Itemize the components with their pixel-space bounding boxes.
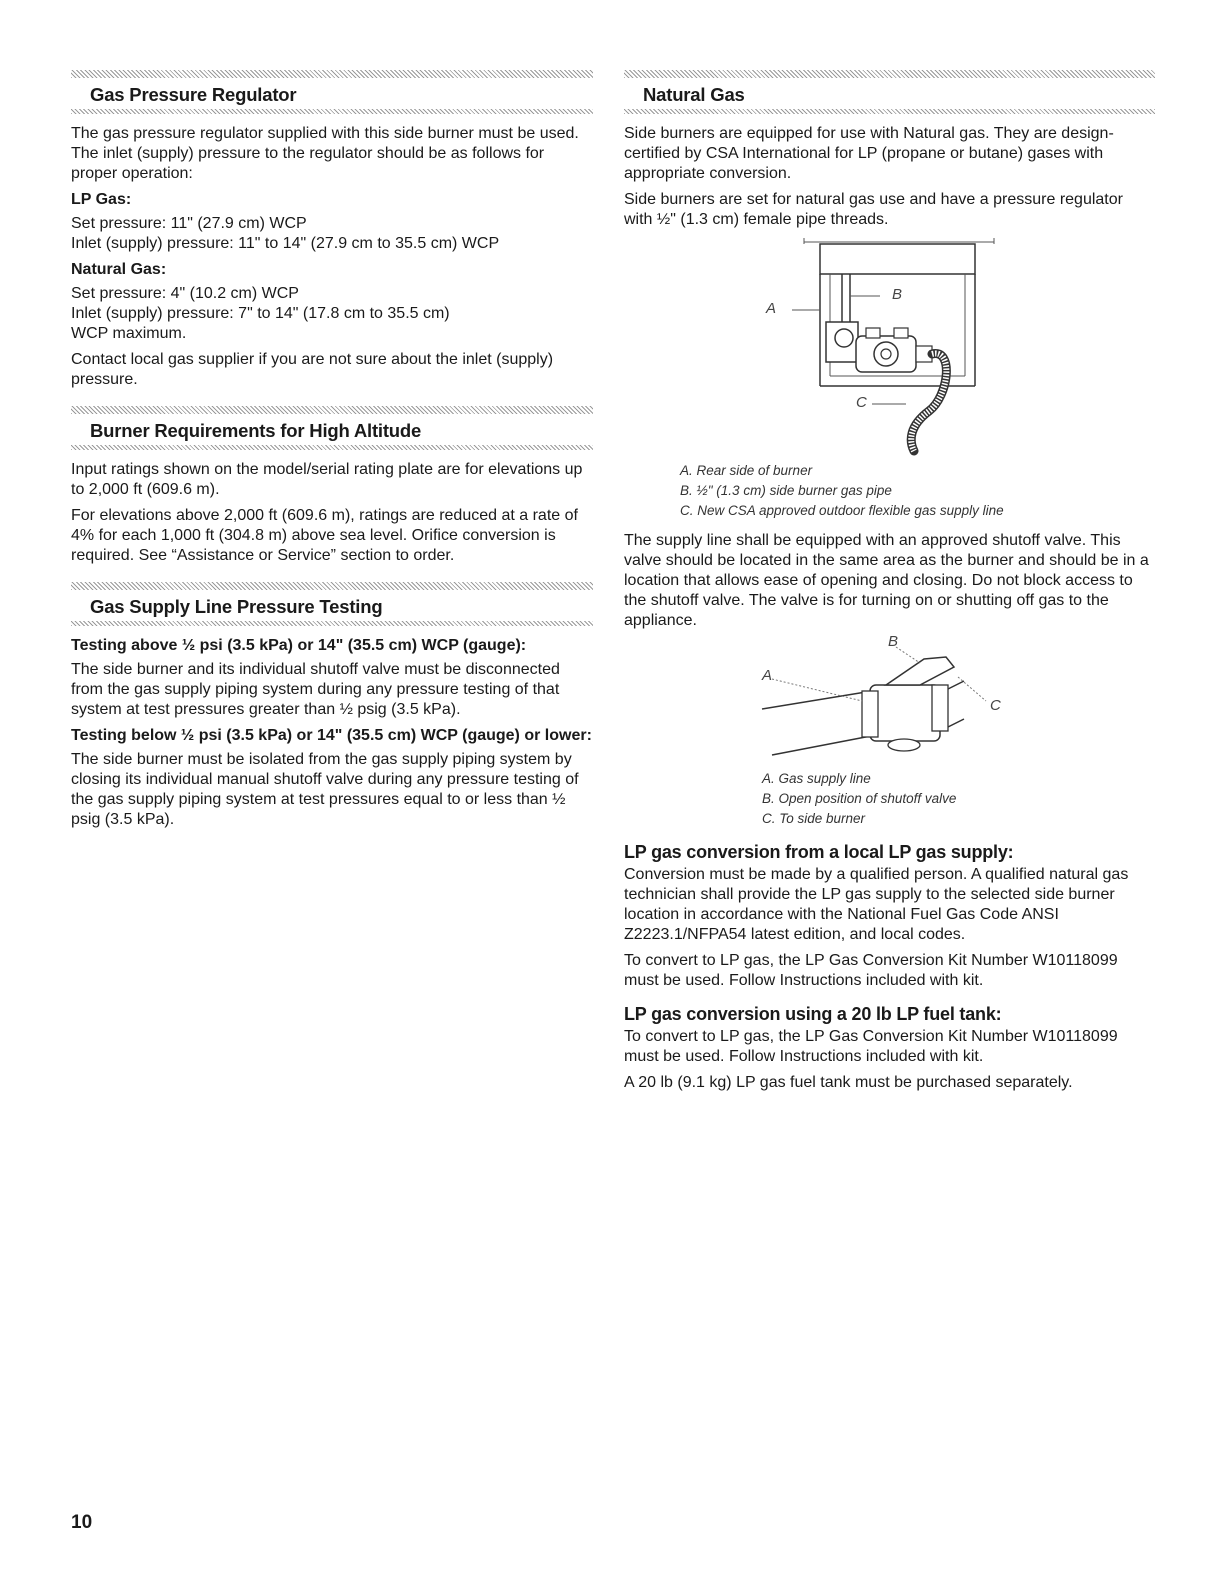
regulator-intro: The gas pressure regulator supplied with this side burner must be used. The inlet (supply) pressure to the regulator should be as follows for proper operation: bbox=[71, 125, 579, 182]
lp-tank-para-2: A 20 lb (9.1 kg) LP gas fuel tank must be purchased separately. bbox=[624, 1074, 1073, 1091]
shutoff-valve-illustration bbox=[624, 633, 1155, 767]
lp-local-heading: LP gas conversion from a local LP gas supply: bbox=[624, 842, 1014, 862]
natural-para-1: Side burners are equipped for use with Natural gas. They are design-certified by CSA International for LP (propane or butane) gases with appropriate conversion. bbox=[624, 125, 1114, 182]
testing-content bbox=[71, 636, 593, 830]
right-column bbox=[624, 70, 1155, 1099]
testing-above-text: The side burner and its individual shutoff valve must be disconnected from the gas supply piping system during any pressure testing of that system at test pressures greater than ½ psig (3.5 kPa). bbox=[71, 661, 560, 718]
lp-set-pressure: Set pressure: 11" (27.9 cm) WCP bbox=[71, 215, 307, 232]
lp-tank-heading: LP gas conversion using a 20 lb LP fuel tank: bbox=[624, 1004, 1002, 1024]
section-title: Gas Supply Line Pressure Testing bbox=[90, 596, 383, 617]
section-title: Gas Pressure Regulator bbox=[90, 84, 297, 105]
section-rule-top bbox=[71, 582, 593, 590]
figure-caption: B. Open position of shutoff valve bbox=[762, 791, 957, 806]
left-column bbox=[71, 70, 593, 846]
altitude-para-2: For elevations above 2,000 ft (609.6 m), ratings are reduced at a rate of 4% for each 1,000 ft (304.8 m) above sea level. Orifice conversion is required. See “Assistance or Service” section to order. bbox=[71, 507, 578, 564]
lp-local-para-1: Conversion must be made by a qualified person. A qualified natural gas technician shall provide the LP gas supply to the selected side burner location in accordance with the National Fuel Gas Code ANSI Z2223.1/NFPA54 latest edition, and local codes. bbox=[624, 866, 1129, 943]
figure-caption: C. To side burner bbox=[762, 811, 866, 826]
ng-inlet-pressure: Inlet (supply) pressure: 7" to 14" (17.8 cm to 35.5 cm) bbox=[71, 305, 450, 322]
lp-tank-para-1: To convert to LP gas, the LP Gas Conversion Kit Number W10118099 must be used. Follow Instructions included with kit. bbox=[624, 1028, 1118, 1065]
figure-caption: A. Rear side of burner bbox=[680, 463, 813, 478]
section-header-gas-pressure-regulator bbox=[71, 70, 593, 114]
lp-inlet-pressure: Inlet (supply) pressure: 11" to 14" (27.9 cm to 35.5 cm) WCP bbox=[71, 235, 500, 252]
section-title: Natural Gas bbox=[643, 84, 745, 105]
natural-para-2: Side burners are set for natural gas use and have a pressure regulator with ½" (1.3 cm) female pipe threads. bbox=[624, 191, 1123, 228]
shutoff-valve-drawing bbox=[624, 637, 1155, 767]
section-rule-bottom bbox=[624, 109, 1155, 114]
figure-caption: B. ½" (1.3 cm) side burner gas pipe bbox=[680, 483, 892, 498]
testing-above-label: Testing above ½ psi (3.5 kPa) or 14" (35.5 cm) WCP (gauge): bbox=[71, 637, 527, 654]
section-rule-top bbox=[624, 70, 1155, 78]
supply-line-para: The supply line shall be equipped with an approved shutoff valve. This valve should be located in the same area as the burner and should be in a location that allows ease of opening and closing. Do not block access to the shutoff valve. The valve is for turning on or shutting off gas to the appliance. bbox=[624, 532, 1149, 629]
section-header-pressure-testing bbox=[71, 582, 593, 626]
figure-caption: C. New CSA approved outdoor flexible gas supply line bbox=[680, 503, 1004, 518]
figure1-captions bbox=[624, 461, 1155, 521]
section-rule-bottom bbox=[71, 109, 593, 114]
callout-b: B bbox=[888, 633, 899, 650]
figure-caption: A. Gas supply line bbox=[762, 771, 871, 786]
section-rule-top bbox=[71, 70, 593, 78]
regulator-content bbox=[71, 124, 593, 390]
natural-gas-label: Natural Gas: bbox=[71, 261, 167, 278]
testing-below-label: Testing below ½ psi (3.5 kPa) or 14" (35.5 cm) WCP (gauge) or lower: bbox=[71, 727, 592, 744]
section-title: Burner Requirements for High Altitude bbox=[90, 420, 422, 441]
testing-below-text: The side burner must be isolated from the gas supply piping system by closing its individual manual shutoff valve during any pressure testing of the gas supply piping system at test pressures equal to or less than ½ psig (3.5 kPa). bbox=[71, 751, 579, 828]
burner-regulator-drawing bbox=[624, 236, 1155, 461]
callout-c: C bbox=[856, 394, 867, 411]
altitude-content bbox=[71, 460, 593, 566]
altitude-para-1: Input ratings shown on the model/serial rating plate are for elevations up to 2,000 ft (609.6 m). bbox=[71, 461, 583, 498]
callout-a: A bbox=[766, 300, 777, 317]
figure2-captions bbox=[624, 769, 1155, 829]
section-header-high-altitude bbox=[71, 406, 593, 450]
section-rule-top bbox=[71, 406, 593, 414]
section-rule-bottom bbox=[71, 621, 593, 626]
ng-max: WCP maximum. bbox=[71, 325, 187, 342]
ng-set-pressure: Set pressure: 4" (10.2 cm) WCP bbox=[71, 285, 299, 302]
page-number: 10 bbox=[71, 1512, 93, 1533]
section-rule-bottom bbox=[71, 445, 593, 450]
regulator-illustration bbox=[624, 236, 1155, 461]
callout-c: C bbox=[990, 697, 1001, 714]
lp-local-para-2: To convert to LP gas, the LP Gas Conversion Kit Number W10118099 must be used. Follow Instructions included with kit. bbox=[624, 952, 1118, 989]
contact-supplier: Contact local gas supplier if you are not sure about the inlet (supply) pressure. bbox=[71, 351, 554, 388]
section-header-natural-gas bbox=[624, 70, 1155, 114]
callout-b: B bbox=[892, 286, 903, 303]
callout-a: A bbox=[762, 667, 773, 684]
lp-gas-label: LP Gas: bbox=[71, 191, 132, 208]
